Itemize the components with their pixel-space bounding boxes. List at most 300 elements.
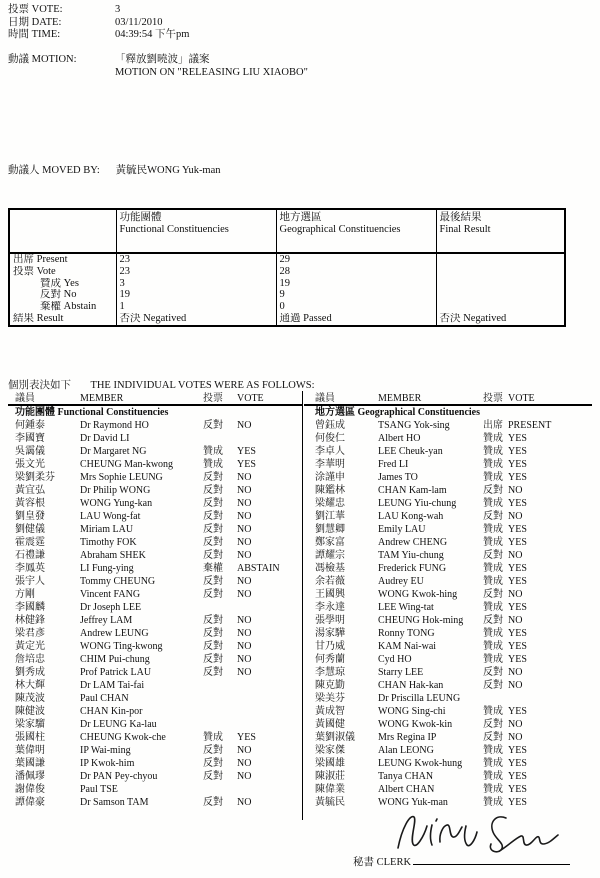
member-row: [304, 601, 592, 614]
member-vote-zh: 反對: [203, 485, 223, 496]
member-name-en: Mrs Sophie LEUNG: [80, 472, 163, 483]
summary-header-row: [9, 209, 565, 253]
member-name-en: Dr LEUNG Ka-lau: [80, 719, 157, 730]
member-vote-zh: [203, 718, 237, 731]
member-row: [304, 692, 592, 705]
functional-constituencies-table: [8, 392, 302, 809]
member-row: [304, 757, 592, 770]
summary-col-header-zh: 最後結果: [439, 212, 482, 223]
member-vote-en: NO: [237, 641, 252, 652]
member-name-zh: 譚耀宗: [315, 550, 345, 561]
summary-final-value: [436, 301, 565, 313]
member-name-zh: 何俊仁: [315, 433, 345, 444]
member-vote-zh: 反對: [203, 745, 223, 756]
member-vote-zh: 反對: [203, 641, 223, 652]
member-name-zh: 何鍾泰: [15, 420, 45, 431]
member-name-en: Ronny TONG: [378, 628, 435, 639]
moved-by-value: 黃毓民WONG Yuk-man: [115, 165, 221, 176]
meta-value: 03/11/2010: [115, 16, 163, 28]
member-name-zh: 黃容根: [15, 498, 45, 509]
member-name-zh: 陳鑑林: [315, 485, 345, 496]
member-vote-en: NO: [237, 758, 252, 769]
member-vote-en: PRESENT: [508, 420, 552, 431]
member-row: [8, 757, 302, 770]
member-vote-en: YES: [508, 797, 527, 808]
member-vote-zh: 贊成: [483, 771, 503, 782]
constituency-section-title: 功能團體 Functional Constituencies: [15, 407, 169, 418]
summary-row-label: 結果 Result: [13, 312, 64, 324]
summary-row-label: 出席 Present: [13, 254, 68, 265]
member-vote-en: NO: [237, 498, 252, 509]
member-name-zh: 湯家驊: [315, 628, 345, 639]
member-vote-en: YES: [237, 446, 256, 457]
member-row: [304, 588, 592, 601]
member-row: [304, 497, 592, 510]
summary-functional-value: 23: [116, 266, 276, 278]
member-vote-en: YES: [508, 602, 527, 613]
summary-col-header: [276, 209, 436, 253]
member-name-en: WONG Kwok-kin: [378, 719, 453, 730]
member-name-zh: 石禮謙: [15, 550, 45, 561]
member-row: [8, 562, 302, 575]
summary-col-header-zh: 地方選區: [279, 212, 322, 223]
meta-label: 時間 TIME:: [8, 29, 61, 40]
member-row: [8, 653, 302, 666]
member-vote-zh: [203, 679, 237, 692]
member-name-zh: 鄭家富: [315, 537, 345, 548]
member-row: [8, 432, 302, 445]
individual-votes-heading-en: THE INDIVIDUAL VOTES WERE AS FOLLOWS:: [90, 380, 315, 391]
member-name-zh: 葉國謙: [15, 758, 45, 769]
member-vote-en: NO: [508, 589, 523, 600]
member-name-zh: 梁耀忠: [315, 498, 345, 509]
summary-final-value: [436, 289, 565, 301]
member-row: [304, 770, 592, 783]
summary-row-label: 投票 Vote: [13, 265, 56, 277]
member-vote-zh: 贊成: [483, 537, 503, 548]
member-vote-zh: 贊成: [483, 797, 503, 808]
member-vote-en: NO: [237, 420, 252, 431]
member-name-en: Audrey EU: [378, 576, 424, 587]
member-vote-zh: 反對: [203, 667, 223, 678]
member-vote-en: YES: [508, 472, 527, 483]
member-vote-zh: 反對: [203, 628, 223, 639]
member-vote-en: NO: [508, 550, 523, 561]
member-vote-en: YES: [508, 446, 527, 457]
member-vote-zh: 反對: [483, 589, 503, 600]
member-col-header-zh: 議員: [15, 393, 35, 404]
motion-block: [8, 54, 308, 79]
member-name-zh: 梁君彥: [15, 628, 45, 639]
member-vote-zh: 贊成: [483, 602, 503, 613]
member-vote-en: NO: [237, 654, 252, 665]
member-vote-zh: 贊成: [483, 563, 503, 574]
member-name-zh: 劉皇發: [15, 511, 45, 522]
member-vote-zh: 反對: [483, 719, 503, 730]
member-vote-zh: 贊成: [483, 524, 503, 535]
column-divider-line: [302, 391, 303, 820]
member-row: [304, 627, 592, 640]
member-name-en: Dr Margaret NG: [80, 446, 147, 457]
member-name-zh: 劉江華: [315, 511, 345, 522]
member-name-en: LEUNG Yiu-chung: [378, 498, 457, 509]
member-vote-zh: 反對: [203, 797, 223, 808]
member-vote-en: [237, 601, 302, 614]
summary-row: [9, 313, 565, 326]
member-name-zh: 詹培忠: [15, 654, 45, 665]
member-row: [304, 471, 592, 484]
member-vote-zh: [203, 601, 237, 614]
member-vote-en: NO: [237, 472, 252, 483]
member-name-en: Dr Priscilla LEUNG: [378, 693, 461, 704]
member-vote-en: YES: [508, 433, 527, 444]
summary-final-value: [436, 266, 565, 278]
vote-col-header-zh: 投票: [203, 393, 223, 404]
member-vote-en: [237, 705, 302, 718]
member-row: [304, 445, 592, 458]
member-row: [8, 497, 302, 510]
summary-row: [9, 253, 565, 266]
member-vote-en: YES: [508, 784, 527, 795]
member-vote-en: NO: [237, 576, 252, 587]
member-name-zh: 曾鈺成: [315, 420, 345, 431]
member-row: [304, 666, 592, 679]
member-row: [304, 536, 592, 549]
member-vote-zh: 贊成: [483, 641, 503, 652]
member-row: [8, 796, 302, 809]
member-vote-zh: 贊成: [203, 446, 223, 457]
summary-geographical-value: 0: [276, 301, 436, 313]
member-name-en: WONG Kwok-hing: [378, 589, 458, 600]
geographical-constituencies-table: [304, 392, 592, 809]
member-vote-zh: 反對: [203, 576, 223, 587]
member-name-en: Emily LAU: [378, 524, 426, 535]
member-name-zh: 余若薇: [315, 576, 345, 587]
member-name-zh: 黃成智: [315, 706, 345, 717]
member-row: [8, 575, 302, 588]
member-name-zh: 李慧琼: [315, 667, 345, 678]
member-name-en: Albert HO: [378, 433, 421, 444]
member-vote-zh: 反對: [203, 758, 223, 769]
summary-geographical-value: 19: [276, 278, 436, 290]
member-vote-zh: 反對: [483, 732, 503, 743]
member-row: [8, 614, 302, 627]
member-name-en: WONG Yuk-man: [378, 797, 448, 808]
summary-row: [9, 301, 565, 313]
summary-final-value: [436, 278, 565, 290]
member-name-zh: 李鳳英: [15, 563, 45, 574]
member-vote-en: NO: [508, 667, 523, 678]
constituency-section-title: 地方選區 Geographical Constituencies: [315, 407, 480, 418]
member-vote-zh: [483, 692, 508, 705]
member-name-en: TSANG Yok-sing: [378, 420, 450, 431]
member-vote-en: YES: [508, 498, 527, 509]
member-row: [8, 770, 302, 783]
meta-row: [8, 4, 189, 17]
member-name-zh: 劉健儀: [15, 524, 45, 535]
member-name-en: Starry LEE: [378, 667, 424, 678]
summary-row-label: 反對 No: [40, 289, 77, 301]
member-name-zh: 霍震霆: [15, 537, 45, 548]
member-row: [8, 705, 302, 718]
member-name-en: LEE Cheuk-yan: [378, 446, 443, 457]
meta-value: 04:39:54 下午pm: [115, 29, 190, 40]
member-vote-zh: 出席: [483, 420, 503, 431]
member-vote-zh: 贊成: [483, 758, 503, 769]
member-name-en: Frederick FUNG: [378, 563, 447, 574]
member-vote-en: NO: [508, 719, 523, 730]
member-row: [8, 484, 302, 497]
member-name-zh: 潘佩璆: [15, 771, 45, 782]
member-row: [8, 640, 302, 653]
member-name-zh: 林健鋒: [15, 615, 45, 626]
summary-functional-value: 3: [116, 278, 276, 290]
member-name-en: Cyd HO: [378, 654, 412, 665]
member-vote-zh: 反對: [203, 498, 223, 509]
summary-geographical-value: 通過 Passed: [276, 313, 436, 326]
summary-row: [9, 266, 565, 278]
member-vote-en: NO: [508, 485, 523, 496]
member-row: [304, 783, 592, 796]
member-row: [8, 679, 302, 692]
meta-value: 3: [115, 4, 121, 15]
individual-votes-heading-zh: 個別表決如下: [8, 380, 71, 391]
member-vote-en: NO: [237, 667, 252, 678]
member-name-en: Prof Patrick LAU: [80, 667, 152, 678]
member-vote-en: ABSTAIN: [237, 563, 280, 574]
meta-label: 投票 VOTE:: [8, 4, 63, 15]
member-vote-en: YES: [508, 537, 527, 548]
moved-by-block: [8, 162, 221, 177]
member-vote-en: YES: [508, 706, 527, 717]
member-name-zh: 林大輝: [15, 680, 45, 691]
member-name-en: LAU Kong-wah: [378, 511, 444, 522]
member-name-zh: 張宇人: [15, 576, 45, 587]
member-vote-zh: 贊成: [203, 732, 223, 743]
motion-title-en: MOTION ON "RELEASING LIU XIAOBO": [115, 66, 308, 78]
member-vote-zh: 贊成: [483, 498, 503, 509]
member-vote-en: YES: [508, 524, 527, 535]
member-name-zh: 梁家傑: [315, 745, 345, 756]
member-name-en: Paul CHAN: [80, 693, 129, 704]
summary-col-header-en: Geographical Constituencies: [279, 223, 401, 235]
member-vote-zh: [203, 705, 237, 718]
member-vote-en: NO: [237, 524, 252, 535]
member-name-zh: 葉劉淑儀: [315, 732, 355, 743]
member-vote-en: [237, 692, 302, 705]
member-vote-en: YES: [508, 641, 527, 652]
member-row: [304, 744, 592, 757]
member-name-zh: 李國麟: [15, 602, 45, 613]
member-name-zh: 馮檢基: [315, 563, 345, 574]
member-vote-en: NO: [237, 511, 252, 522]
member-name-en: CHIM Pui-chung: [80, 654, 150, 665]
member-vote-zh: 反對: [203, 654, 223, 665]
summary-row: [9, 278, 565, 290]
member-name-en: Dr Joseph LEE: [80, 602, 142, 613]
member-row: [8, 445, 302, 458]
member-name-en: Dr Philip WONG: [80, 485, 151, 496]
member-name-zh: 王國興: [315, 589, 345, 600]
moved-by-label: 動議人 MOVED BY:: [8, 165, 100, 176]
member-vote-zh: 反對: [483, 667, 503, 678]
summary-functional-value: 23: [116, 253, 276, 266]
member-name-en: CHAN Hak-kan: [378, 680, 444, 691]
member-row: [304, 458, 592, 471]
member-row: [8, 549, 302, 562]
member-row: [304, 510, 592, 523]
member-name-zh: 李永達: [315, 602, 345, 613]
member-row: [8, 627, 302, 640]
member-vote-en: NO: [508, 732, 523, 743]
member-name-en: KAM Nai-wai: [378, 641, 437, 652]
summary-final-value: [436, 253, 565, 266]
member-row: [304, 653, 592, 666]
motion-title-zh: 「釋放劉曉波」議案: [115, 54, 210, 65]
member-row: [304, 523, 592, 536]
member-name-zh: 陳健波: [15, 706, 45, 717]
motion-text: [115, 54, 308, 79]
member-name-en: LEE Wing-tat: [378, 602, 434, 613]
member-col-header-en: MEMBER: [378, 393, 422, 404]
member-row: [8, 536, 302, 549]
member-row: [8, 471, 302, 484]
member-name-en: WONG Ting-kwong: [80, 641, 163, 652]
member-vote-en: YES: [508, 628, 527, 639]
member-name-en: Miriam LAU: [80, 524, 134, 535]
member-name-en: LAU Wong-fat: [80, 511, 141, 522]
member-vote-zh: 贊成: [483, 628, 503, 639]
summary-final-value: 否決 Negatived: [436, 313, 565, 326]
summary-functional-value: 19: [116, 289, 276, 301]
member-row: [8, 731, 302, 744]
member-name-en: CHEUNG Kwok-che: [80, 732, 166, 743]
member-name-zh: 黃毓民: [315, 797, 345, 808]
member-name-en: CHEUNG Hok-ming: [378, 615, 464, 626]
member-name-en: James TO: [378, 472, 418, 483]
member-vote-zh: 反對: [203, 537, 223, 548]
member-vote-en: NO: [237, 745, 252, 756]
member-name-zh: 梁劉柔芬: [15, 472, 55, 483]
member-vote-zh: 反對: [203, 615, 223, 626]
summary-col-header: [116, 209, 276, 253]
member-name-zh: 劉秀成: [15, 667, 45, 678]
member-col-header-en: MEMBER: [80, 393, 124, 404]
member-name-en: CHAN Kam-lam: [378, 485, 447, 496]
member-vote-zh: 贊成: [483, 459, 503, 470]
member-name-en: WONG Sing-chi: [378, 706, 446, 717]
member-name-zh: 黃國健: [315, 719, 345, 730]
member-vote-en: [237, 718, 302, 731]
member-row: [8, 744, 302, 757]
member-name-en: Dr David LI: [80, 433, 130, 444]
vote-col-header-en: VOTE: [237, 393, 264, 404]
member-row: [304, 549, 592, 562]
member-name-en: WONG Yung-kan: [80, 498, 153, 509]
member-name-zh: 陳茂波: [15, 693, 45, 704]
member-name-en: Dr Raymond HO: [80, 420, 149, 431]
member-vote-zh: [203, 692, 237, 705]
member-vote-zh: 棄權: [203, 563, 223, 574]
summary-table: [8, 208, 566, 327]
member-vote-zh: 反對: [203, 420, 223, 431]
member-vote-zh: 反對: [203, 771, 223, 782]
member-row: [8, 510, 302, 523]
individual-votes-heading: [8, 377, 315, 392]
member-row: [8, 601, 302, 614]
member-name-zh: 梁家騮: [15, 719, 45, 730]
member-vote-zh: 反對: [483, 550, 503, 561]
member-name-zh: 黃宜弘: [15, 485, 45, 496]
vote-col-header-en: VOTE: [508, 393, 535, 404]
summary-functional-value: 否決 Negatived: [116, 313, 276, 326]
member-row: [304, 705, 592, 718]
member-vote-en: [508, 692, 592, 705]
member-table-header: [8, 392, 302, 406]
member-vote-zh: [203, 432, 237, 445]
member-vote-zh: 反對: [203, 472, 223, 483]
member-row: [8, 419, 302, 432]
meta-block: [8, 4, 189, 42]
member-row: [304, 640, 592, 653]
meta-label: 日期 DATE:: [8, 16, 62, 28]
member-row: [8, 783, 302, 796]
member-name-zh: 譚偉豪: [15, 797, 45, 808]
member-row: [8, 588, 302, 601]
member-row: [304, 432, 592, 445]
member-vote-en: NO: [237, 485, 252, 496]
member-name-zh: 方剛: [15, 589, 35, 600]
member-name-en: Dr PAN Pey-chyou: [80, 771, 158, 782]
member-name-zh: 李卓人: [315, 446, 345, 457]
member-name-zh: 張學明: [315, 615, 345, 626]
member-vote-en: NO: [508, 511, 523, 522]
member-name-zh: 陳淑莊: [315, 771, 345, 782]
member-name-en: Andrew LEUNG: [80, 628, 149, 639]
member-vote-en: YES: [508, 771, 527, 782]
summary-row-label: 贊成 Yes: [40, 277, 79, 289]
meta-row: [8, 29, 189, 42]
member-name-en: Mrs Regina IP: [378, 732, 437, 743]
member-vote-en: YES: [508, 576, 527, 587]
member-row: [304, 484, 592, 497]
member-name-zh: 吳靄儀: [15, 446, 45, 457]
summary-geographical-value: 28: [276, 266, 436, 278]
member-vote-zh: 贊成: [483, 784, 503, 795]
member-name-zh: 劉慧卿: [315, 524, 345, 535]
member-vote-zh: 贊成: [483, 706, 503, 717]
summary-table-body: [9, 209, 565, 326]
member-row: [8, 718, 302, 731]
member-name-en: LEUNG Kwok-hung: [378, 758, 463, 769]
member-name-zh: 梁美芬: [315, 693, 345, 704]
member-name-zh: 張文光: [15, 459, 45, 470]
member-vote-zh: 反對: [203, 511, 223, 522]
summary-col-header: [436, 209, 565, 253]
summary-col-header-zh: 功能團體: [119, 212, 162, 223]
member-vote-zh: 反對: [203, 550, 223, 561]
member-name-zh: 梁國雄: [315, 758, 345, 769]
member-vote-en: YES: [508, 459, 527, 470]
member-name-zh: 謝偉俊: [15, 784, 45, 795]
member-name-zh: 葉偉明: [15, 745, 45, 756]
member-vote-en: YES: [237, 732, 256, 743]
member-name-en: TAM Yiu-chung: [378, 550, 444, 561]
member-col-header-zh: 議員: [315, 393, 335, 404]
member-row: [304, 614, 592, 627]
member-name-en: Vincent FANG: [80, 589, 141, 600]
member-vote-zh: 贊成: [483, 576, 503, 587]
